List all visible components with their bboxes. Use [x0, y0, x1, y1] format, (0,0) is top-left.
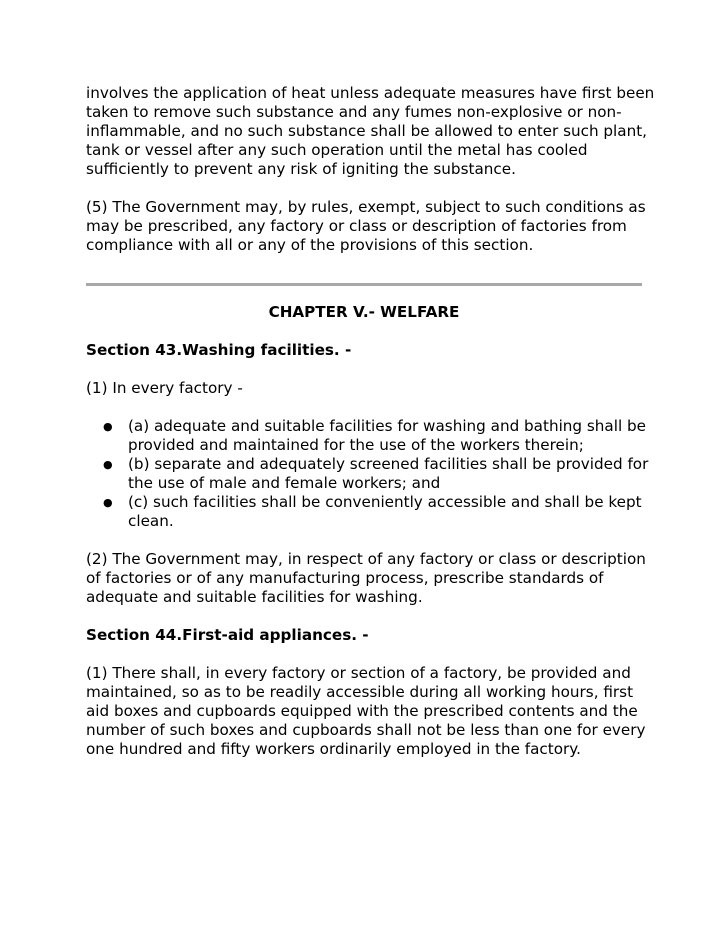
list-item	[103, 493, 658, 531]
paragraph-continued: involves the application of heat unless adequate measures have first been taken to remove such substance and any fumes non-explosive or non-inflammable, and no such substance shall be allowed to enter such plant, tank or vessel after any such operation until the metal has cooled sufficiently to prevent any risk of igniting the substance.	[86, 84, 655, 178]
horizontal-divider	[86, 283, 642, 286]
list-item	[103, 455, 658, 493]
section-44-subclause-1: (1) There shall, in every factory or section of a factory, be provided and maintained, so as to be readily accessible during all working hours, first aid boxes and cupboards equipped with the prescribed contents and the number of such boxes and cupboards shall not be less than one for every one hundred and fifty workers ordinarily employed in the factory.	[86, 664, 646, 758]
chapter-title: CHAPTER V.- WELFARE	[268, 303, 460, 321]
section-43-subclause-1: (1) In every factory -	[86, 379, 243, 397]
list-item-text: (a) adequate and suitable facilities for washing and bathing shall be provided and maintained for the use of the workers therein;	[128, 417, 646, 454]
bullet-icon: ●	[103, 420, 113, 433]
document-page	[86, 84, 658, 759]
bullet-icon: ●	[103, 496, 113, 509]
section-43-heading: Section 43.Washing facilities. -	[86, 341, 352, 359]
list-item-text: (c) such facilities shall be conveniently accessible and shall be kept clean.	[128, 493, 642, 530]
section-43-list	[86, 417, 658, 531]
bullet-icon: ●	[103, 458, 113, 471]
section-43-subclause-2: (2) The Government may, in respect of any factory or class or description of factories or of any manufacturing process, prescribe standards of adequate and suitable facilities for washing.	[86, 550, 646, 606]
list-item-text: (b) separate and adequately screened facilities shall be provided for the use of male and female workers; and	[128, 455, 649, 492]
section-44-heading: Section 44.First-aid appliances. -	[86, 626, 369, 644]
list-item	[103, 417, 658, 455]
paragraph-clause-5: (5) The Government may, by rules, exempt, subject to such conditions as may be prescribed, any factory or class or description of factories from compliance with all or any of the provisions of this section.	[86, 198, 646, 254]
